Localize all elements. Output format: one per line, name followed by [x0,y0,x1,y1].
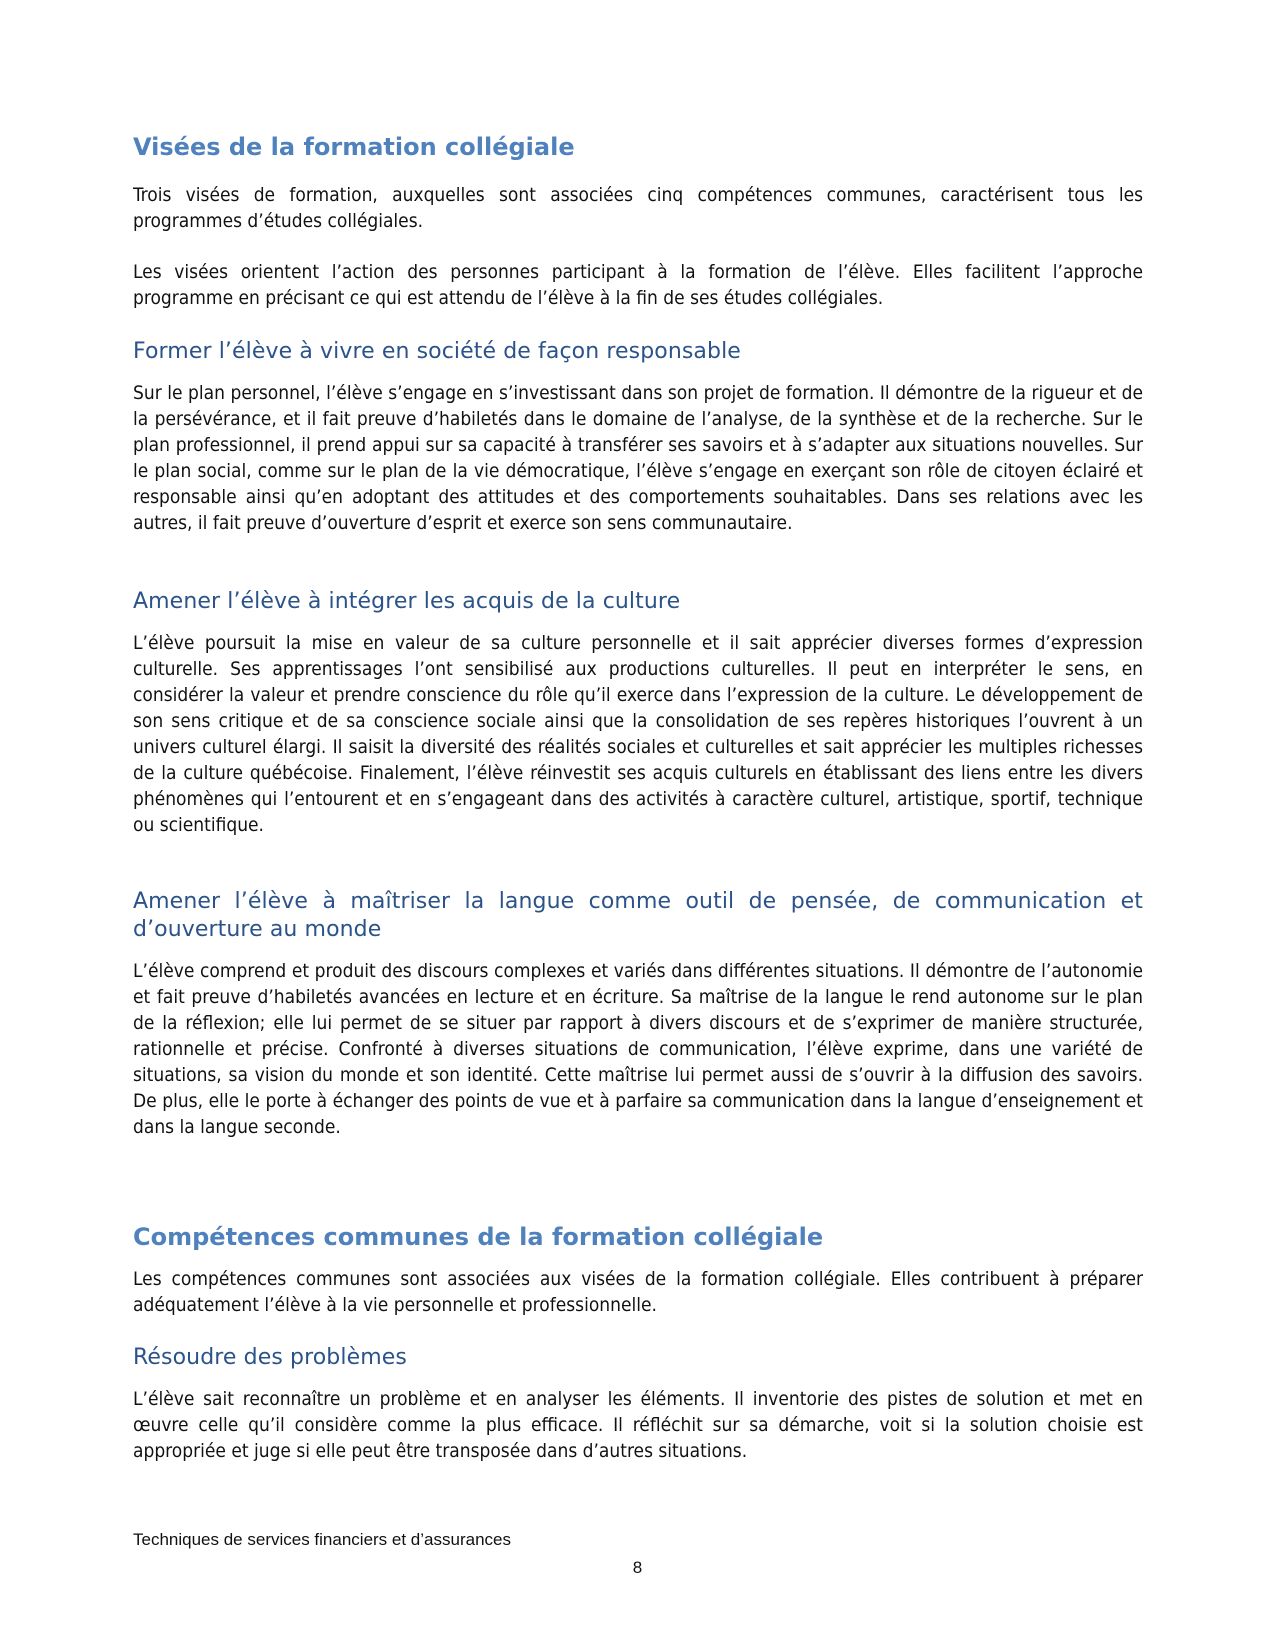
intro-paragraph-1: Trois visées de formation, auxquelles sont associées cinq compétences communes, caractérisent tous les programmes d’études collégiales. [133,184,1143,232]
subheading-acquis-culture: Amener l’élève à intégrer les acquis de la culture [133,589,681,614]
competences-intro-paragraph: Les compétences communes sont associées aux visées de la formation collégiale. Elles contribuent à préparer adéquatement l’élève à la vie personnelle et professionnelle. [133,1268,1143,1316]
section-heading-visees: Visées de la formation collégiale [133,133,575,161]
paragraph-vivre-en-societe: Sur le plan personnel, l’élève s’engage en s’investissant dans son projet de formation. Il démontre de la rigueur et de la persévérance, et il fait preuve d’habiletés dans le domaine de l’analyse, de la synthèse et de la recherche. Sur le plan professionnel, il prend appui sur sa capacité à transférer ses savoirs et à s’adapter aux situations nouvelles. Sur le plan social, comme sur le plan de la vie démocratique, l’élève s’engage en exerçant son rôle de citoyen éclairé et responsable ainsi qu’en adoptant des attitudes et des comportements souhaitables. Dans ses relations avec les autres, il fait preuve d’ouverture d’esprit et exerce son sens communautaire. [133,382,1143,534]
section-heading-competences: Compétences communes de la formation collégiale [133,1223,824,1251]
paragraph-maitriser-langue: L’élève comprend et produit des discours complexes et variés dans différentes situations. Il démontre de l’autonomie et fait preuve d’habiletés avancées en lecture et en écriture. Sa maîtrise de la langue le rend autonome sur le plan de la réflexion; elle lui permet de se situer par rapport à divers discours et de s’exprimer de manière structurée, rationnelle et précise. Confronté à diverses situations de communication, l’élève exprime, dans une variété de situations, sa vision du monde et son identité. Cette maîtrise lui permet aussi de s’ouvrir à la diffusion des savoirs. De plus, elle le porte à échanger des points de vue et à parfaire sa communication dans la langue d’enseignement et dans la langue seconde. [133,960,1143,1138]
footer-document-title: Techniques de services financiers et d’assurances [133,1530,511,1549]
subheading-vivre-en-societe: Former l’élève à vivre en société de façon responsable [133,339,741,364]
page-number: 8 [632,1558,643,1577]
subheading-resoudre-problemes: Résoudre des problèmes [133,1345,407,1370]
paragraph-acquis-culture: L’élève poursuit la mise en valeur de sa culture personnelle et il sait apprécier diverses formes d’expression culturelle. Ses apprentissages l’ont sensibilisé aux productions culturelles. Il peut en interpréter le sens, en considérer la valeur et prendre conscience du rôle qu’il exerce dans l’expression de la culture. Le développement de son sens critique et de sa conscience sociale ainsi que la consolidation de ses repères historiques l’ouvrent à un univers culturel élargi. Il saisit la diversité des réalités sociales et culturelles et sait apprécier les multiples richesses de la culture québécoise. Finalement, l’élève réinvestit ses acquis culturels en établissant des liens entre les divers phénomènes qui l’entourent et en s’engageant dans des activités à caractère culturel, artistique, sportif, technique ou scientifique. [133,632,1143,836]
paragraph-resoudre-problemes: L’élève sait reconnaître un problème et en analyser les éléments. Il inventorie des pistes de solution et met en œuvre celle qu’il considère comme la plus efficace. Il réfléchit sur sa démarche, voit si la solution choisie est appropriée et juge si elle peut être transposée dans d’autres situations. [133,1388,1143,1462]
intro-paragraph-2: Les visées orientent l’action des personnes participant à la formation de l’élève. Elles facilitent l’approche programme en précisant ce qui est attendu de l’élève à la fin de ses études collégiales. [133,261,1143,309]
subheading-maitriser-langue: Amener l’élève à maîtriser la langue comme outil de pensée, de communication et d’ouverture au monde [133,889,1143,942]
